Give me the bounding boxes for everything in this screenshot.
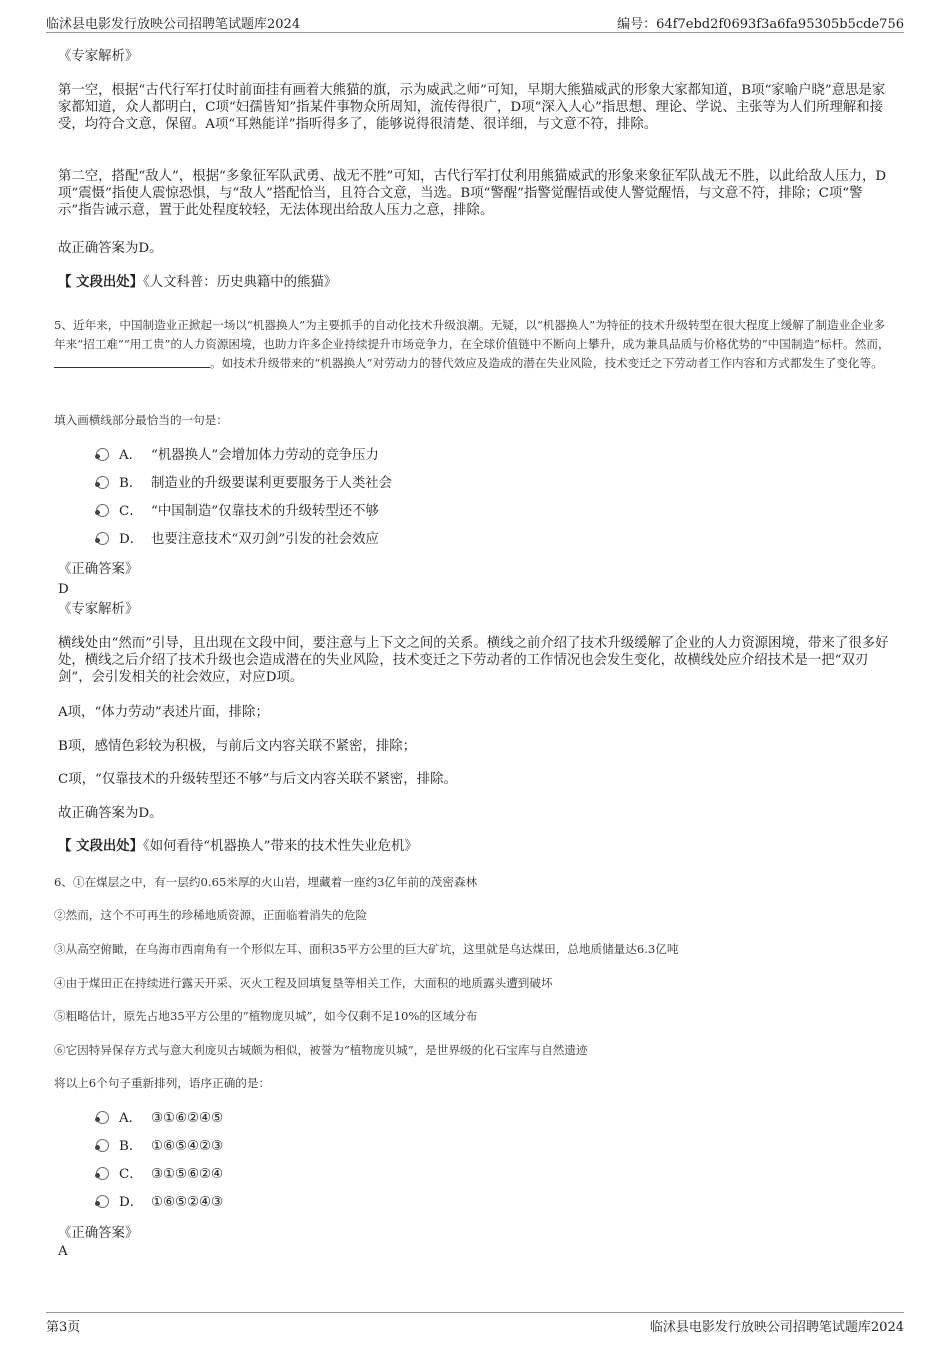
header-title: 临沭县电影发行放映公司招聘笔试题库2024 <box>46 17 301 32</box>
q5-stem-part-b: 。如技术升级带来的“机器换人”对劳动力的替代效应及造成的潜在失业风险，技术变迁之下劳动者工作内容和方式都发生了变化等。 <box>210 356 883 370</box>
page-number: 第3页 <box>46 1320 81 1335</box>
q6-prompt: 将以上6个句子重新排列，语序正确的是： <box>54 1076 271 1090</box>
source-title: 《人文科普：历史典籍中的熊猫》 <box>143 275 338 290</box>
radio-icon[interactable] <box>96 1195 109 1208</box>
q4-analysis-p1: 第一空，根据“古代行军打仗时前面挂有画着大熊猫的旗，示为威武之师”可知，早期大熊猫威武的形象大家都知道，B项“家喻户晓”意思是家家都知道，众人都明白，C项“妇孺皆知”指某件事物众所周知，流传得很广，D项“深入人心”指思想、理论、学说、主张等为人们所理解和接受，均符合文意，保留。A项“耳熟能详”指听得多了，能够说得很清楚、很详细，与文意不符，排除。 <box>58 83 886 132</box>
q6-option-a[interactable]: A． ③①⑥②④⑤ <box>96 1109 223 1129</box>
q5-stem-part-a: 5、近年来，中国制造业正掀起一场以“机器换人”为主要抓手的自动化技术升级浪潮。无疑，以“机器换人”为特征的技术升级转型在很大程度上缓解了制造业企业多年来“招工难”“用工贵”的人力资源困境，也助力许多企业持续提升市场竞争力，在全球价值链中不断向上攀升，成为兼具品质与价格优势的“中国制造”标杆。然而， <box>54 318 890 351</box>
q5-expert-label: 《专家解析》 <box>58 602 139 617</box>
q5-option-b[interactable]: B． 制造业的升级要谋利更要服务于人类社会 <box>96 474 392 494</box>
radio-icon[interactable] <box>96 448 109 461</box>
fill-blank-line <box>54 355 210 368</box>
radio-icon[interactable] <box>96 532 109 545</box>
source-tag: 【 文段出处】 <box>58 274 144 290</box>
q5-stem <box>54 316 894 373</box>
q6-sentence-6: ⑥它因特异保存方式与意大利庞贝古城颇为相似，被誉为“植物庞贝城”，是世界级的化石宝库与自然遗迹 <box>54 1043 588 1057</box>
q6-sentence-3: ③从高空俯瞰，在乌海市西南角有一个形似左耳、面积35平方公里的巨大矿坑，这里就是乌达煤田，总地质储量达6.3亿吨 <box>54 942 679 956</box>
radio-icon[interactable] <box>96 1111 109 1124</box>
source-title: 《如何看待“机器换人”带来的技术性失业危机》 <box>143 839 418 854</box>
footer-title: 临沭县电影发行放映公司招聘笔试题库2024 <box>649 1320 904 1335</box>
q6-sentence-1: 6、①在煤层之中，有一层约0.65米厚的火山岩，埋藏着一座约3亿年前的茂密森林 <box>54 875 478 889</box>
q6-sentence-5: ⑤粗略估计，原先占地35平方公里的“植物庞贝城”，如今仅剩不足10%的区域分布 <box>54 1009 478 1023</box>
q6-option-d[interactable]: D． ①⑥⑤②④③ <box>96 1193 223 1213</box>
q5-option-d[interactable]: D． 也要注意技术“双刃剑”引发的社会效应 <box>96 530 379 550</box>
q6-answer-label: 《正确答案》 <box>58 1226 139 1241</box>
q5-analysis-p3: B项，感情色彩较为积极，与前后文内容关联不紧密，排除； <box>58 739 416 754</box>
q6-sentence-2: ②然而，这个不可再生的珍稀地质资源，正面临着消失的危险 <box>54 908 368 922</box>
source-tag: 【 文段出处】 <box>58 838 144 854</box>
q5-analysis-p5: 故正确答案为D。 <box>58 806 163 821</box>
q4-source <box>58 274 894 291</box>
q6-option-c[interactable]: C． ③①⑤⑥②④ <box>96 1165 223 1185</box>
q6-option-b[interactable]: B． ①⑥⑤④②③ <box>96 1137 223 1157</box>
q6-sentence-4: ④由于煤田正在持续进行露天开采、灭火工程及回填复垦等相关工作，大面积的地质露头遭到破坏 <box>54 976 553 990</box>
page-footer <box>46 1312 904 1337</box>
radio-icon[interactable] <box>96 1139 109 1152</box>
header-code: 编号：64f7ebd2f0693f3a6fa95305b5cde756 <box>617 17 904 32</box>
q5-option-a[interactable]: A． “机器换人”会增加体力劳动的竞争压力 <box>96 446 379 466</box>
q5-prompt: 填入画横线部分最恰当的一句是： <box>54 413 228 427</box>
q5-source <box>58 838 894 855</box>
q5-analysis-p1: 横线处由“然而”引导，且出现在文段中间，要注意与上下文之间的关系。横线之前介绍了技术升级缓解了企业的人力资源困境，带来了很多好处，横线之后介绍了技术升级也会造成潜在的失业风险，技术变迁之下劳动者的工作情况也会发生变化，故横线处应介绍技术是一把“双刃剑”，会引发相关的社会效应，对应D项。 <box>58 636 889 685</box>
page-header <box>46 10 904 33</box>
q5-analysis-p4: C项，“仅靠技术的升级转型还不够”与后文内容关联不紧密，排除。 <box>58 772 457 787</box>
q5-answer-label: 《正确答案》 <box>58 562 139 577</box>
q6-answer: A <box>58 1244 68 1259</box>
radio-icon[interactable] <box>96 1167 109 1180</box>
q4-analysis-p2: 第二空，搭配“敌人”，根据“多象征军队武勇、战无不胜”可知，古代行军打仗利用熊猫威武的形象来象征军队战无不胜，以此给敌人压力，D项“震慑”指使人震惊恐惧，与“敌人”搭配恰当，且符合文意，当选。B项“警醒”指警觉醒悟或使人警觉醒悟，与文意不符，排除；C项“警示”指告诫示意，置于此处程度较轻，无法体现出给敌人压力之意，排除。 <box>58 169 887 218</box>
q4-analysis-p3: 故正确答案为D。 <box>58 241 163 256</box>
q5-answer: D <box>58 582 69 597</box>
q4-expert-label: 《专家解析》 <box>58 49 139 64</box>
radio-icon[interactable] <box>96 504 109 517</box>
q5-analysis-p2: A项，“体力劳动”表述片面，排除； <box>58 705 269 720</box>
q5-option-c[interactable]: C． “中国制造”仅靠技术的升级转型还不够 <box>96 502 379 522</box>
radio-icon[interactable] <box>96 476 109 489</box>
